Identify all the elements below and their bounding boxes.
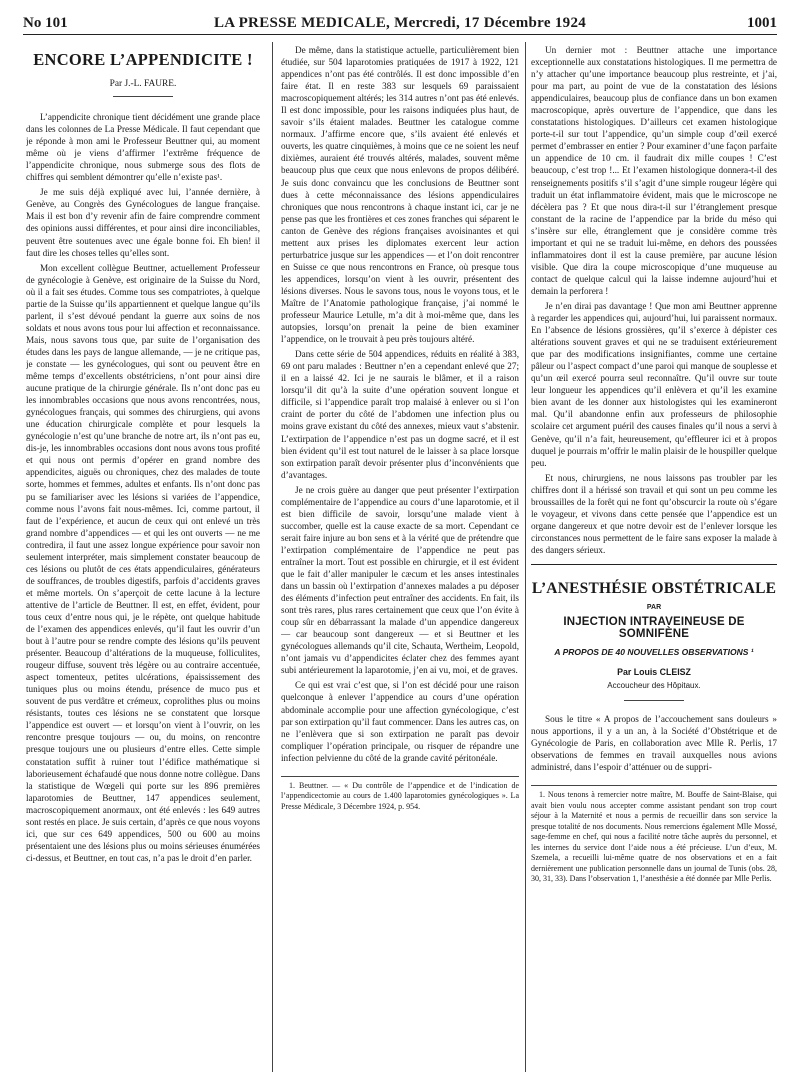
page-number: 1001 [747,15,777,31]
issue-number: No 101 [23,15,68,31]
author-role: Accoucheur des Hôpitaux. [607,681,701,691]
footnote: 1. Beuttner. — « Du contrôle de l’appendice et de l’indication de l’appendicectomie au cours de 1.400 laparotomies gynécologiques ». La Presse Médicale, 3 Décembre 1924, p. 954. [281,780,519,811]
journal-title: LA PRESSE MEDICALE, Mercredi, 17 Décembre 1924 [213,15,587,31]
article-paragraph: Je me suis déjà expliqué avec lui, l’année dernière, à Genève, au Congrès des Gynécologues de langue française. Mais il est bon d’y revenir afin de faire comprendre comment des opinions aussi différentes, et pour ainsi dire inconciliables, peuvent être soutenues avec une égale bonne foi. Eh bien! il faut dire les choses telles qu’elles sont. [26,187,260,258]
column-1 [26,44,260,1074]
page-header [23,12,777,35]
byline-divider [113,96,173,97]
article-paragraph: L’appendicite chronique tient décidément une grande place dans les colonnes de La Presse Médicale. Il faut cependant que je réponde à mon ami le Professeur Beuttner qui, au moment même où je viens d’affirmer l’extrême fréquence de l’appendicite chronique, nous submerge sous des flots de chiffres qui semblent démontrer qu’elle n’existe pas¹. [26,112,260,183]
column-rule [525,42,526,1072]
column-rule [272,42,273,1072]
byline-divider [624,700,684,701]
article-paragraph: Dans cette série de 504 appendices, réduits en réalité à 383, 69 ont paru malades : Beuttner n’en a cependant enlevé que 27; il en a laissé 42. Ici je ne saurais le blâmer, et il a raison lorsqu’il dit qu’à la suite d’une opération souvent longue et difficile, si l’appendice paraît trop malaisé à enlever ou si l’on craint de porter du côté de l’abdomen une infection plus ou moins grave existant du côté des annexes, mieux vaut s’abstenir. L’extirpation de l’appendice n’est pas un dogme sacré, et il est bien évident qu’il est tout naturel de le laisser à sa place lorsque son extirpation paraît devoir présenter plus d’inconvénients que d’avantages. [281,349,519,480]
article-paragraph: Je n’en dirai pas davantage ! Que mon ami Beuttner apprenne à regarder les appendices qui, aujourd’hui, lui paraissent normaux. En l’absence de lésions grossières, qu’il s’exerce à dépister ces altérations souvent graves et qui ne se traduisent extérieurement que par des modifications insignifiantes, comme une certaine pâleur ou l’aspect compact d’une paroi qui manque de souplesse et qu’un œil exercé pourra seul reconnaître. Qu’il ouvre sur toute leur longueur les appendices qu’il enlèvera et qu’il les examine bien avant de les donner aux histologistes qui les examineront mal. Qu’il abandonne enfin aux professeurs de philosophie scolaire cet argument puéril des causes finales qu’il nous a servi à Genève, qu’il n’a fait, heureusement, qu’effleurer ici et à propos duquel je pourrais m’offrir le malin plaisir de le houspiller quelque peu. [531,300,777,468]
footnotes [531,785,777,885]
article-byline: Par J.-L. FAURE. [109,79,177,89]
column-2 [281,44,519,1074]
article-subtitle: INJECTION INTRAVEINEUSE DE SOMNIFÈNE [563,616,745,641]
article-separator [531,564,777,565]
title-connector: PAR [646,603,662,611]
article-paragraph: Un dernier mot : Beuttner attache une importance exceptionnelle aux constatations histologiques. Il me permettra de n’y attacher qu’une importance beaucoup plus restreinte, et j’ai, pour ma part, au point de vue de la constatation des lésions appendiculaires, beaucoup plus de confiance dans un bon examen macroscopique, après ouverture de l’appendice, que dans les constatations histologiques. D’ailleurs cet examen histologique porte-t-il sur tout l’appendice, qu’un simple coup d’œil exercé permet d’embrasser en entier ? Pour examiner d’une façon parfaite un appendice de 10 cm. il faudrait dix mille coupes ! C’est beaucoup, c’est trop !... Et l’examen histologique donnera-t-il des renseignements positifs s’il s’agit d’une simple rougeur légère qui traduit un état inflammatoire évident, mais que le microscope ne décèlera pas ? Et que nous dira-t-il sur l’étranglement presque constant de la racine de l’appendice par la bride du méso qui s’insère sur elle, étranglement que je considère comme très important et qui ne se traduit lui-même, en dehors des poussées inflammatoires dont il est la cause première, par aucune lésion visible. Que dira la coupe microscopique d’une muqueuse au contact de quelque calcul qui la laisse indemne aujourd’hui et demain la perforera ! [531,45,777,296]
article-paragraph: Ce qui est vrai c’est que, si l’on est décidé pour une raison quelconque à enlever l’appendice au cours d’une opération abdominale accomplie pour une affection gynécologique, c’est par son extirpation qu’il faut commencer. Dans les autres cas, on ne l’enlèvera que si son extirpation ne paraît pas devoir compliquer l’opération principale, ou risquer de répandre une infection pelvienne du côté de la grande cavité péritonéale. [281,680,519,763]
article-paragraph: Mon excellent collègue Beuttner, actuellement Professeur de gynécologie à Genève, est originaire de la Suisse du Nord, où il a fait ses études. Comme tous ses compatriotes, à quelque partie de la Suisse qu’ils appartiennent et quelque langue qu’ils parlent, il s’est dévoué pendant la guerre aux soins de nos soldats et nous avons tous pour lui affection et reconnaissance. Mais, nous savons tous que, par suite de l’organisation des études dans les pays de langue allemande, — je ne critique pas, je constate — les gynécologues, qui sont ou peuvent être en même temps d’excellents obstétriciens, n’ont pour ainsi dire aucune pratique de la chirurgie générale. Ils n’ont donc pas eu les innombrables occasions que nous avons rencontrées, nous, gynécologues français, qui sommes des chirurgiens, qui avons une éducation chirurgicale complète et pour lesquels la gynécologie n’est qu’une branche de notre art, ils n’ont pas eu, dis-je, les innombrables occasions dont nous avons tous profité et qui nous ont permis d’opérer en grand nombre des appendicites, aiguës ou chroniques, chez des malades de toute sorte, hommes et femmes, adultes et enfants. Ils n’ont donc pas pu se familiariser avec les lésions si variées de l’appendice, comme nous l’avons fait nous-mêmes. Ici, comme partout, il faut de l’expérience, et aucun de ceux qui ont enlevé un très grand nombre d’appendices — et qui les ont ouverts — ne me contredira, il faut une assez longue expérience pour savoir non seulement interpréter, mais simplement constater beaucoup de ces lésions ou plutôt de ces états appendiculaires, générateurs de souffrances, de troubles digestifs, parfois d’accidents graves et même mortels. On s’aperçoit de cette lacune à la lecture attentive de l’article de Beuttner. Il est, en effet, évident, pour tous ceux d’entre nous qui, je le répète, ont quelque habitude de l’examen des appendices enlevés, qu’il faut les ouvrir d’un bout à l’autre pour se rendre compte des lésions qu’ils peuvent présenter. Beaucoup d’altérations de la muqueuse, folliculites, rougeur diffuse, souvent très légère ou au contraire accentuée, aspect tomenteux, petites ulcérations, épaississement des tuniques plus ou moins étendu, présence de muco pus et souvent de pus verdâtre et crémeux, coprolithes plus ou moins résistants, toutes ces lésions ne se constatent que lorsque l’appendice est ouvert — et lorsqu’on vient à l’ouvrir, on les rencontre presque toujours — ou, du moins, on rencontre presque toujours une ou plusieurs d’entre elles. Cette simple constatation suffit à ruiner tout l’édifice mathématique si laborieusement échafaudé que nous donne notre collègue. Dans la statistique de Wœgeli qui porte sur les 896 premières laparotomies de Beuttner, 147 appendices seulement, macroscopiquement anormaux, ont été enlevés : les 649 autres sont restés en place. Je suis certain, d’après ce que nous voyons ici, que sur ces 649 appendices, 500 ou 600 au moins présentaient une des lésions plus ou moins sérieuses énumérées ci-dessus, et Beuttner, en tout cas, n’a pas le droit d’en parler. [26,262,260,863]
article-paragraph: Et nous, chirurgiens, ne nous laissons pas troubler par les chiffres dont il a hérissé son travail et qui sont un peu comme les broussailles de la forêt qui ne font qu’obscurcir la route où s’égare le voyageur, et vivons dans cette pensée que l’appendice est un organe dangereux et que notre devoir est de l’enlever lorsque les circonstances nous permettent de le faire sans exposer la malade à des dangers sérieux. [531,472,777,555]
column-3 [531,44,777,1074]
article-paragraph: Sous le titre « A propos de l’accouchement sans douleurs » nous apportions, il y a un an, à la Société d’Obstétrique et de Gynécologie de Paris, en collaboration avec Mlle R. Perlis, 17 observations de femmes en travail auxquelles nous avions administré, dans l’espoir d’atténuer ou de suppri- [531,714,777,773]
article-byline: Par Louis CLEISZ [617,667,691,678]
article-paragraph: De même, dans la statistique actuelle, particulièrement bien étudiée, sur 504 laparotomies pratiquées de 1917 à 1922, 121 appendices n’ont pas été contrôlés. Il est donc impossible d’en faire état. Il en reste 383 sur lesquels 69 paraissaient macroscopiquement altérés; les 314 autres n’ont pas été enlevés. Il est donc impossible, pour les raisons indiquées plus haut, de savoir s’ils étaient malades. Beuttner les catalogue comme normaux. J’affirme encore que, s’ils avaient été enlevés et ouverts, les quatre cinquièmes, à moins que ce ne soient les neuf dixièmes, auraient été trouvés altérés, malades, souvent même beaucoup plus que ceux que nous enlevons de propos délibéré. Je suis donc convaincu que les conclusions de Beuttner sont dues à cette méconnaissance des lésions appendiculaires chroniques que nous rencontrons à chaque instant ici, car je ne pense pas que les frontières et ces zones franches qui séparent le canton de Genève des régions françaises avoisinantes et qui mettent aux prises les diplomates exercent leur action perturbatrice jusque sur les appendices — et l’on doit rencontrer en Suisse ce que nous rencontrons en France, où presque tous les appendices, lorsqu’on vient à les ouvrir, présentent des lésions diverses. Nous le savons tous, nous le voyons tous, et le Maître de l’Anatomie pathologique française, j’ai nommé le professeur Maurice Letulle, m’a dit à moi-même que, dans les autopsies, lorsqu’on prenait la peine de bien examiner l’appendice, on le trouvait à peu près toujours altéré. [281,45,519,345]
article-paragraph: Je ne crois guère au danger que peut présenter l’extirpation complémentaire de l’appendice au cours d’une laparotomie, et il est bien difficile de savoir, lorsqu’une malade vient à succomber, quelle est la cause exacte de sa mort. Cependant ce serait faire injure au bon sens et à la vérité que de prétendre que l’extirpation complémentaire de l’appendice ne peut pas entraîner la mort. Tout est possible en chirurgie, et il est évident que le fait d’aller manipuler le cæcum et les anses intestinales dans un bassin où l’extirpation d’annexes malades a pu déposer des éléments d’infection peut entraîner des accidents. En fait, ils sont très rares, plus rares certainement que ceux que l’on évite à coup sûr en débarrassant la malade d’un appendice dangereux — car beaucoup sont dangereux — et si Beuttner et les gynécologues allemands qu’il cite, Schauta, Wertheim, Leopold, n’ont jamais vu d’appendicites éclater chez des femmes ayant subi antérieurement la laparotomie, j’en ai vu, moi, et de graves. [281,484,519,676]
article-subtitle-secondary: A PROPOS DE 40 NOUVELLES OBSERVATIONS ¹ [554,647,754,658]
article-title: L’ANESTHÉSIE OBSTÉTRICALE [531,579,777,597]
footnotes [281,776,519,813]
footnote: 1. Nous tenons à remercier notre maître, M. Bouffe de Saint-Blaise, qui avait bien voulu nous accepter comme assistant pendant son trop court séjour à la Maternité et nous a permis de recueillir dans son service la presque totalité de nos documents. Nous remercions également Mlle Mossé, sage-femme en chef, qui nous a facilité notre tâche auprès du personnel, et les internes du service dont l’aide nous a été précieuse. L’un d’eux, M. Szemela, a recueilli lui-même quatre de nos observations et en a fait dernièrement une publication personnelle dans un journal de Tunis (obs. 28, 30, 31, 33). Dans l’observation 1, l’anesthésie a été donnée par Mlle Perlis. [531,790,777,884]
article-title: ENCORE L’APPENDICITE ! [33,50,253,69]
